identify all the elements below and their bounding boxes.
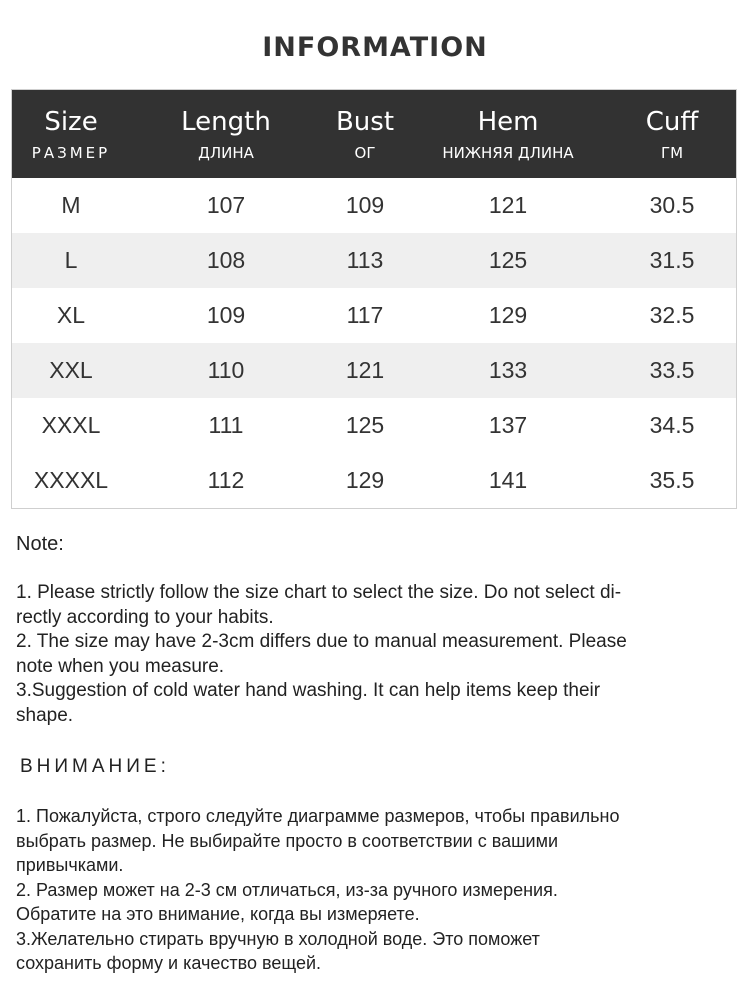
cell-bust: 129 <box>345 467 385 493</box>
note-line: shape. <box>16 704 74 726</box>
note-line: выбрать размер. Не выбирайте просто в соответствии с вашими <box>16 830 559 851</box>
header-label-ru: ДЛИНА <box>198 144 254 162</box>
note-line: 3.Желательно стирать вручную в холодной воде. Это поможет <box>16 928 540 949</box>
note-line: 2. Размер может на 2-3 см отличаться, из-за ручного измерения. <box>16 879 558 900</box>
cell-cuff: 32.5 <box>649 302 695 328</box>
cell-length: 112 <box>207 467 245 493</box>
cell-length: 109 <box>206 302 246 328</box>
note-line: Обратите на это внимание, когда вы измеряете. <box>16 904 420 924</box>
cell-cuff: 33.5 <box>649 357 695 383</box>
table-row <box>12 398 736 453</box>
cell-length: 108 <box>206 247 246 273</box>
note-line: note when you measure. <box>16 655 225 677</box>
note-line: 2. The size may have 2-3cm differs due to manual measurement. Please <box>16 631 627 652</box>
cell-hem: 141 <box>488 467 528 493</box>
cell-bust: 125 <box>345 412 385 438</box>
note-heading-ru: ВНИМАНИЕ: <box>20 756 170 777</box>
table-row <box>12 178 736 233</box>
cell-size: XXXXL <box>33 467 109 493</box>
cell-hem: 137 <box>488 412 528 438</box>
header-label-ru: РАЗМЕР <box>31 144 111 162</box>
table-row <box>12 343 736 398</box>
table-row <box>12 453 736 508</box>
cell-cuff: 31.5 <box>649 247 695 273</box>
cell-size: XXXL <box>41 412 101 438</box>
cell-length: 107 <box>206 192 246 218</box>
notes-ru <box>16 804 736 976</box>
note-heading-en: Note: <box>16 533 64 555</box>
cell-cuff: 34.5 <box>649 412 695 438</box>
header-label-ru: ГМ <box>660 144 684 162</box>
header-label-en: Bust <box>335 107 395 137</box>
cell-bust: 109 <box>345 192 385 218</box>
header-label-en: Cuff <box>645 107 699 137</box>
cell-bust: 113 <box>346 247 384 273</box>
header-label-en: Hem <box>477 107 539 137</box>
notes-en <box>16 581 736 728</box>
table-header <box>12 90 736 178</box>
cell-hem: 129 <box>488 302 528 328</box>
header-length <box>130 90 322 178</box>
header-hem <box>408 90 608 178</box>
size-chart-table <box>11 89 737 509</box>
page-title: INFORMATION <box>262 32 488 63</box>
note-line: привычками. <box>16 855 124 875</box>
cell-cuff: 30.5 <box>649 192 695 218</box>
cell-cuff: 35.5 <box>649 467 695 493</box>
header-label-en: Length <box>181 107 271 137</box>
cell-size: M <box>61 192 81 218</box>
note-line: 3.Suggestion of cold water hand washing. It can help items keep their <box>16 680 601 701</box>
header-label-ru: ОГ <box>354 144 376 162</box>
note-line: rectly according to your habits. <box>16 606 274 628</box>
note-line: 1. Please strictly follow the size chart to select the size. Do not select di- <box>16 582 622 603</box>
header-bust <box>322 90 408 178</box>
cell-length: 111 <box>208 412 244 438</box>
cell-size: XL <box>56 302 86 328</box>
cell-hem: 121 <box>488 192 528 218</box>
table-row <box>12 233 736 288</box>
note-line: сохранить форму и качество вещей. <box>16 953 322 973</box>
cell-length: 110 <box>207 357 245 383</box>
note-line: 1. Пожалуйста, строго следуйте диаграмме размеров, чтобы правильно <box>16 806 620 826</box>
cell-bust: 117 <box>346 302 384 328</box>
table-row <box>12 288 736 343</box>
cell-hem: 133 <box>488 357 528 383</box>
cell-size: XXL <box>49 357 93 383</box>
cell-bust: 121 <box>345 357 385 383</box>
header-size <box>12 90 130 178</box>
header-cuff <box>608 90 736 178</box>
cell-size: L <box>64 247 78 273</box>
header-label-ru: НИЖНЯЯ ДЛИНА <box>442 144 574 162</box>
cell-hem: 125 <box>488 247 528 273</box>
header-label-en: Size <box>44 107 98 137</box>
